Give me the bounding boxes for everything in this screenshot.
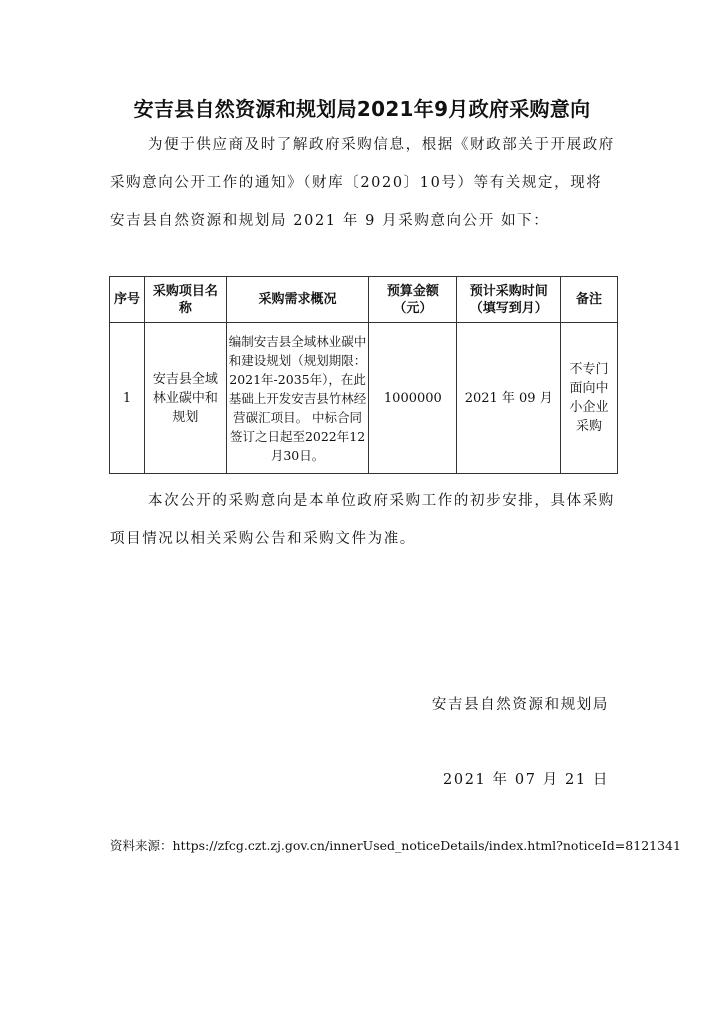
- cell-budget: 1000000: [369, 323, 457, 474]
- signature-org: 安吉县自然资源和规划局: [431, 697, 609, 713]
- header-project: 采购项目名称: [144, 277, 226, 323]
- intro-paragraph: 为便于供应商及时了解政府采购信息，根据《财政部关于开展政府采购意向公开工作的通知》（财库〔2020〕10号）等有关规定，现将 安吉县自然资源和规划局 2021 年 9 月采购意向公开 如下：: [110, 137, 615, 229]
- cell-index: 1: [110, 323, 145, 474]
- cell-requirement: 编制安吉县全域林业碳中和建设规划（规划期限：2021年-2035年），在此基础上开发安吉县竹林经营碳汇项目。 中标合同签订之日起至2022年12月30日。: [226, 323, 369, 474]
- header-requirement: 采购需求概况: [226, 277, 369, 323]
- table-header-row: [110, 277, 618, 323]
- source-line: 资料来源：https://zfcg.czt.zj.gov.cn/innerUsed_noticeDetails/index.html?noticeId=8121341: [110, 838, 681, 853]
- procurement-table: [109, 276, 618, 474]
- table-row: [110, 323, 618, 474]
- cell-note: 不专门面向中小企业采购: [561, 323, 618, 474]
- header-time: 预计采购时间（填写到月）: [457, 277, 561, 323]
- cell-project: 安吉县全域林业碳中和规划: [144, 323, 226, 474]
- header-index: 序号: [110, 277, 145, 323]
- signature-date: 2021 年 07 月 21 日: [443, 772, 609, 788]
- header-budget: 预算金额（元）: [369, 277, 457, 323]
- header-note: 备注: [561, 277, 618, 323]
- cell-time: 2021 年 09 月: [457, 323, 561, 474]
- document-title: 安吉县自然资源和规划局2021年9月政府采购意向: [133, 97, 591, 121]
- closing-paragraph: 本次公开的采购意向是本单位政府采购工作的初步安排，具体采购项目情况以相关采购公告和采购文件为准。: [110, 493, 615, 547]
